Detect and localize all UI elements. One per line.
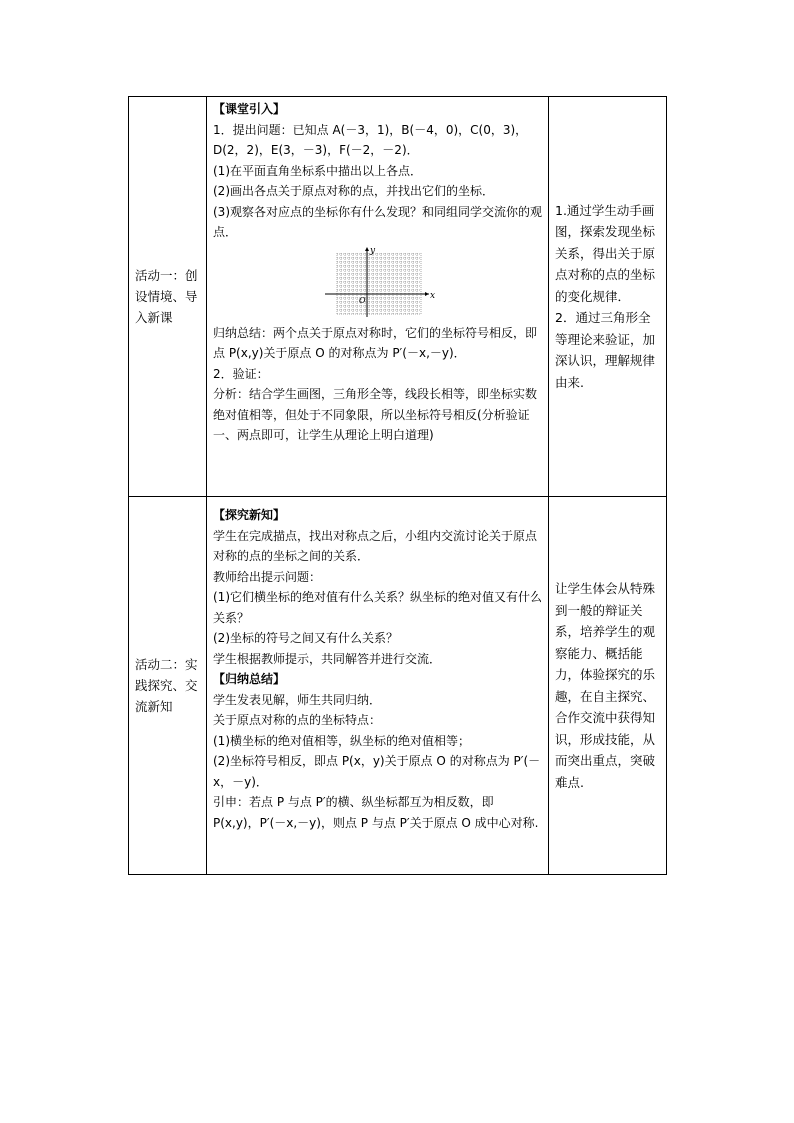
content-line: 引申：若点 P 与点 P′的横、纵坐标都互为相反数，即 P(x,y)，P′(－x,－y)，则点 P 与点 P′关于原点 O 成中心对称. xyxy=(213,795,539,830)
activity-label: 活动二：实践探究、交流新知 xyxy=(135,657,198,714)
content-line: 2．验证： xyxy=(213,366,269,381)
content-line: 分析：结合学生画图，三角形全等，线段长相等，即坐标实数绝对值相等，但处于不同象限，所以坐标符号相反(分析验证一、两点即可，让学生从理论上明白道理) xyxy=(213,387,538,442)
content-line: (2)坐标的符号之间又有什么关系？ xyxy=(213,631,398,645)
x-axis-label: x xyxy=(429,290,435,301)
content-line: (1)它们横坐标的绝对值有什么关系？纵坐标的绝对值又有什么关系？ xyxy=(213,590,543,625)
origin-label: O xyxy=(358,295,366,305)
purpose-text: 让学生体会从特殊到一般的辩证关系，培养学生的观察能力、概括能力，体验探究的乐趣，在自主探究、合作交流中获得知识，形成技能，从而突出重点，突破难点. xyxy=(555,581,656,790)
content-line: (2)画出各点关于原点对称的点，并找出它们的坐标． xyxy=(213,184,495,198)
content-line: 教师给出提示问题： xyxy=(213,569,322,584)
section-heading: 【课堂引入】 xyxy=(213,102,286,116)
y-axis-label: y xyxy=(369,245,375,256)
coordinate-grid-svg xyxy=(323,245,435,321)
purpose-cell xyxy=(549,97,667,497)
content-line: 关于原点对称的点的坐标特点： xyxy=(213,713,382,727)
content-cell xyxy=(207,497,549,875)
content-line: (2)坐标符号相反，即点 P(x，y)关于原点 O 的对称点为 P′(－x，－y)． xyxy=(213,754,541,789)
activity-cell xyxy=(129,97,207,497)
content-line: (1)横坐标的绝对值相等，纵坐标的绝对值相等； xyxy=(213,733,470,748)
lesson-plan-table xyxy=(128,96,667,875)
content-line: 学生根据教师提示，共同解答并进行交流． xyxy=(213,651,442,666)
content-line: (3)观察各对应点的坐标你有什么发现？和同组同学交流你的观点． xyxy=(213,204,543,239)
purpose-cell xyxy=(549,497,667,875)
purpose-text: 2．通过三角形全等理论来验证，加深认识，理解规律由来. xyxy=(555,310,656,390)
content-line: 学生发表见解，师生共同归纳． xyxy=(213,692,382,707)
section-heading: 【归纳总结】 xyxy=(213,672,286,686)
activity-cell xyxy=(129,497,207,875)
content-line: 归纳总结：两个点关于原点对称时，它们的坐标符号相反，即点 P(x,y)关于原点 O 的对称点为 P′(－x,－y)． xyxy=(213,325,538,360)
table-row xyxy=(129,97,667,497)
coordinate-grid xyxy=(213,243,544,323)
table-row xyxy=(129,497,667,875)
content-cell xyxy=(207,97,549,497)
purpose-text: 1.通过学生动手画图，探索发现坐标关系，得出关于原点对称的点的坐标的变化规律． xyxy=(555,202,656,304)
content-line: 学生在完成描点，找出对称点之后，小组内交流讨论关于原点对称的点的坐标之间的关系． xyxy=(213,528,538,563)
section-heading: 【探究新知】 xyxy=(213,508,286,522)
content-line: 1．提出问题：已知点 A(－3，1)，B(－4，0)，C(0，3)，D(2，2)，E(3，－3)，F(－2，－2)． xyxy=(213,122,528,157)
activity-label: 活动一：创设情境、导入新课 xyxy=(135,268,198,325)
content-line: (1)在平面直角坐标系中描出以上各点． xyxy=(213,163,422,178)
